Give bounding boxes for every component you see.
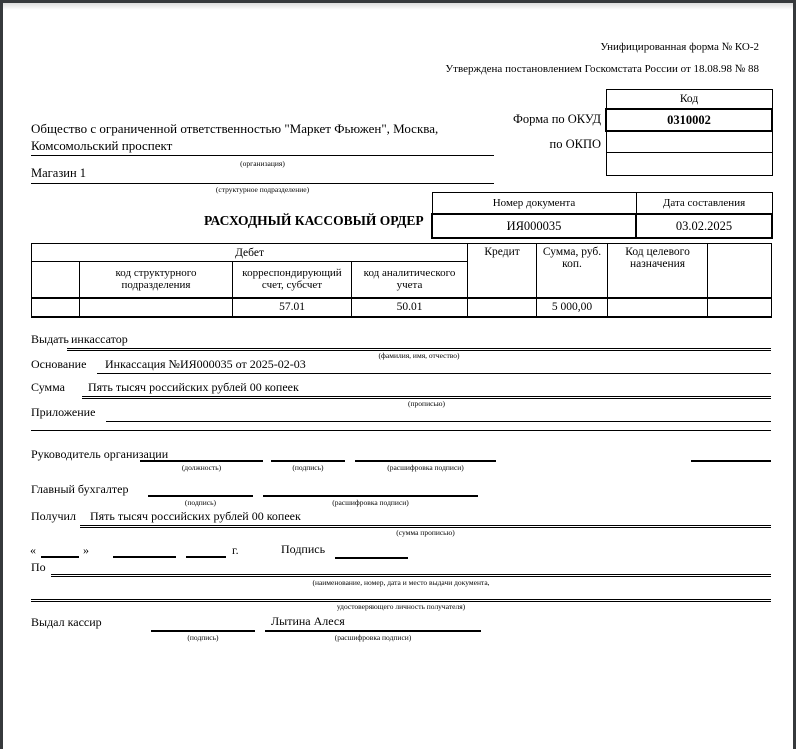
attachment-label: Приложение (31, 405, 96, 419)
received-label: Получил (31, 509, 76, 523)
cashier-name-line (265, 614, 481, 632)
cell-last (708, 298, 772, 317)
cell-credit (468, 298, 537, 317)
okud-value: 0310002 (606, 109, 772, 131)
year-suffix: г. (232, 543, 239, 557)
head-position-caption: (должность) (181, 463, 222, 472)
issue-value: инкассатор (71, 332, 128, 346)
number-date-table (431, 192, 773, 239)
code-box-header: Код (606, 90, 772, 110)
cell-analytic-code: 50.01 (352, 298, 468, 317)
accountant-sign-line (148, 482, 253, 497)
accountant-name-line (263, 482, 478, 497)
accountant-sign-caption: (подпись) (184, 498, 217, 507)
cell-corr-account: 57.01 (233, 298, 352, 317)
purpose-header: Код целевого назначения (608, 244, 708, 298)
date-open-quote: « (30, 543, 36, 557)
unified-form-note: Унифицированная форма № КО-2 (600, 41, 759, 53)
debit-header: Дебет (32, 244, 468, 262)
issue-line (67, 332, 771, 351)
date-year-line (186, 543, 226, 558)
by-caption-2: удостоверяющего личность получателя) (336, 602, 466, 611)
accountant-label: Главный бухгалтер (31, 482, 129, 496)
corr-account-header: корреспондирующий счет, субсчет (233, 262, 352, 298)
attachment-continuation-line (31, 417, 771, 431)
basis-line (97, 357, 771, 374)
by-label: По (31, 560, 46, 574)
okpo-value (606, 131, 772, 153)
head-sign-line (271, 447, 345, 462)
organization-name: Общество с ограниченной ответственностью "Маркет Фьюжен", Москва, Комсомольский проспект (31, 120, 494, 156)
basis-value: Инкассация №ИЯ000035 от 2025-02-03 (105, 357, 306, 371)
doc-date-value: 03.02.2025 (636, 214, 772, 238)
cell-purpose (608, 298, 708, 317)
accounts-table (31, 243, 772, 318)
head-extra-line (691, 447, 771, 462)
head-position-line (140, 447, 263, 462)
by-document-line-2 (31, 586, 771, 602)
cashier-sign-caption: (подпись) (187, 633, 219, 642)
issue-label: Выдать (31, 332, 69, 346)
extra-column-header (708, 244, 772, 298)
by-caption-1: (наименование, номер, дата и место выдачи документа, (312, 578, 490, 587)
head-label: Руководитель организации (31, 447, 169, 461)
sum-header: Сумма, руб. коп. (537, 244, 608, 298)
date-month-line (113, 543, 176, 558)
date-day-line (41, 543, 79, 558)
doc-date-header: Дата составления (636, 193, 772, 215)
code-box-empty-cell (606, 153, 772, 176)
structural-unit: Магазин 1 (31, 166, 494, 184)
cashier-label: Выдал кассир (31, 615, 102, 629)
recipient-sign-line (335, 543, 408, 559)
head-sign-caption: (подпись) (292, 463, 324, 472)
received-value: Пять тысяч российских рублей 00 копеек (90, 509, 301, 523)
accountant-name-caption: (расшифровка подписи) (332, 498, 409, 507)
head-name-line (355, 447, 496, 462)
received-caption: (сумма прописью) (396, 528, 455, 537)
by-document-line (51, 560, 771, 577)
structural-unit-caption: (структурное подразделение) (215, 185, 310, 194)
received-line (80, 509, 771, 528)
date-close-quote: » (83, 543, 89, 557)
dept-code-header: код структурного подразделения (80, 262, 233, 298)
accounts-row (32, 298, 772, 317)
document-title: РАСХОДНЫЙ КАССОВЫЙ ОРДЕР (204, 213, 424, 228)
code-box (605, 89, 773, 176)
okud-label: Форма по ОКУД (513, 112, 601, 126)
cell-sum: 5 000,00 (537, 298, 608, 317)
sum-value: Пять тысяч российских рублей 00 копеек (88, 380, 299, 394)
cell-first (32, 298, 80, 317)
cashier-sign-line (151, 615, 255, 632)
credit-header: Кредит (468, 244, 537, 298)
approval-note: Утверждена постановлением Госкомстата России от 18.08.98 № 88 (445, 63, 759, 75)
doc-number-value: ИЯ000035 (432, 214, 636, 238)
doc-number-header: Номер документа (432, 193, 636, 215)
signature-label: Подпись (281, 542, 326, 556)
sum-line (82, 380, 771, 399)
cashier-name-caption: (расшифровка подписи) (334, 633, 412, 642)
organization-caption: (организация) (240, 159, 285, 168)
sum-label: Сумма (31, 380, 65, 394)
debit-subcol-empty (32, 262, 80, 298)
sum-caption: (прописью) (408, 399, 445, 408)
head-name-caption: (расшифровка подписи) (387, 463, 464, 472)
basis-label: Основание (31, 357, 87, 371)
cell-dept-code (80, 298, 233, 317)
okpo-label: по ОКПО (549, 137, 601, 151)
issue-caption: (фамилия, имя, отчество) (378, 351, 460, 360)
cashier-name: Лытина Алеся (271, 614, 345, 628)
analytic-code-header: код аналитического учета (352, 262, 468, 298)
